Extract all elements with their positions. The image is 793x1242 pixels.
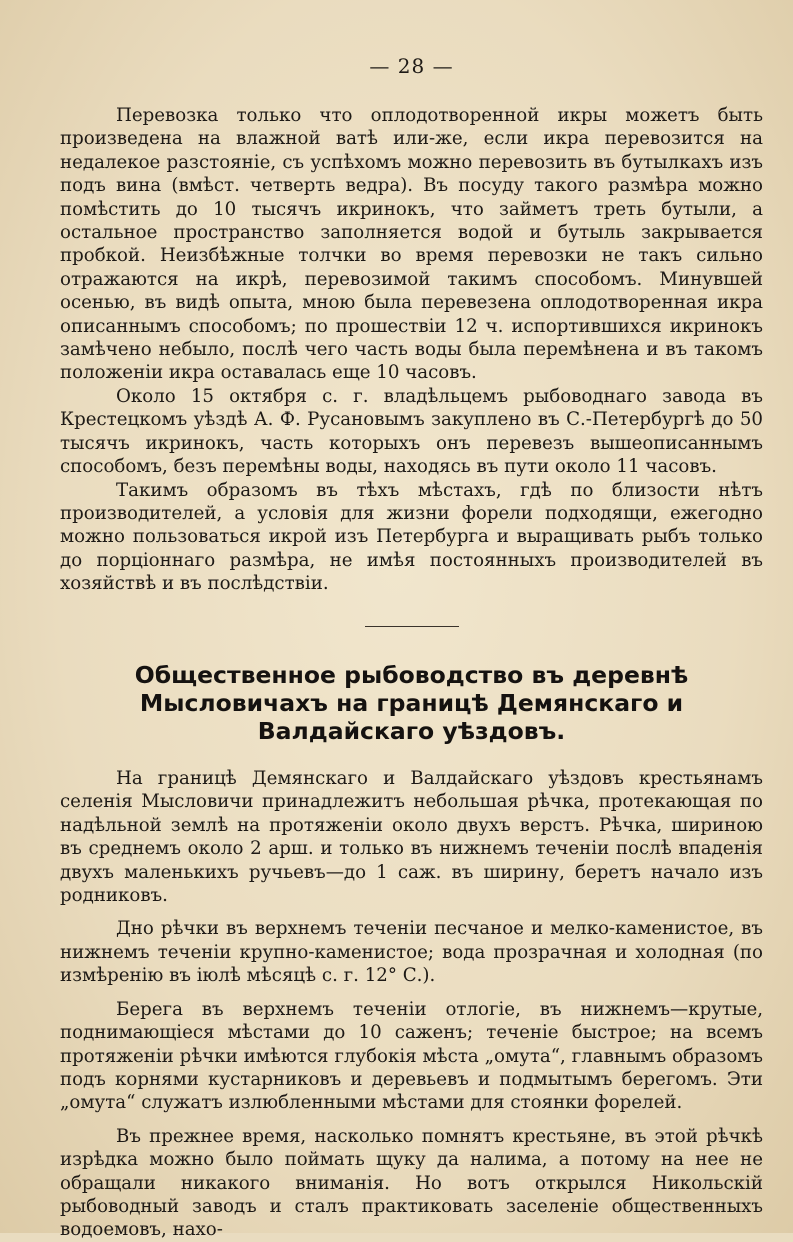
section-divider <box>365 626 459 628</box>
paragraph-rusanov-purchase: Около 15 октября с. г. владѣльцемъ рыбоводнаго завода въ Крестецкомъ уѣздѣ А. Ф. Русановымъ закуплено въ С.-Петербургѣ до 50 тысячъ икринокъ, часть которыхъ онъ перевезъ вышеописаннымъ способомъ, безъ перемѣны воды, находясь въ пути около 11 часовъ. <box>60 385 763 478</box>
paragraph-river-banks: Берега въ верхнемъ теченіи отлогіе, въ нижнемъ—крутые, поднимающіеся мѣстами до 10 саженъ; теченіе быстрое; на всемъ протяженіи рѣчки имѣются глубокія мѣста „омута“, главнымъ образомъ подъ корнями кустарниковъ и деревьевъ и подмытымъ берегомъ. Эти „омута“ служатъ излюбленными мѣстами для стоянки форелей. <box>60 998 763 1114</box>
paragraph-history: Въ прежнее время, насколько помнятъ крестьяне, въ этой рѣчкѣ изрѣдка можно было поймать щуку да налима, а потому на нее не обращали никакого вниманія. Но вотъ открылся Никольскій рыбоводный заводъ и сталъ практиковать заселеніе общественныхъ водоемовъ, нахо- <box>60 1125 763 1241</box>
section-myslovichi <box>60 661 763 1242</box>
paragraph-river-location: На границѣ Демянскаго и Валдайскаго уѣздовъ крестьянамъ селенія Мысловичи принадлежитъ небольшая рѣчка, протекающая по надѣльной землѣ на протяженіи около двухъ верстъ. Рѣчка, шириною въ среднемъ около 2 арш. и только въ нижнемъ теченіи послѣ впаденія двухъ маленькихъ ручьевъ—до 1 саж. въ ширину, беретъ начало изъ родниковъ. <box>60 768 763 907</box>
paragraph-transport-method: Перевозка только что оплодотворенной икры можетъ быть произведена на влажной ватѣ или-же, если икра перевозится на недалекое разстояніе, съ успѣхомъ можно перевозить въ бутылкахъ изъ подъ вина (вмѣст. четверть ведра). Въ посуду такого размѣра можно помѣстить до 10 тысячъ икринокъ, что займетъ треть бутыли, а остальное пространство заполняется водой и бутыль закрывается пробкой. Неизбѣжные толчки во время перевозки не такъ сильно отражаются на икрѣ, перевозимой такимъ способомъ. Минувшей осенью, въ видѣ опыта, мною была перевезена оплодотворенная икра описаннымъ способомъ; по прошествіи 12 ч. испортившихся икринокъ замѣчено небыло, послѣ чего часть воды была перемѣнена и въ такомъ положеніи икра оставалась еще 10 часовъ. <box>60 105 763 384</box>
section-heading: Общественное рыбоводство въ деревнѣ Мысловичахъ на границѣ Демянскаго и Валдайскаго уѣздовъ. <box>134 661 689 746</box>
paragraph-river-bottom: Дно рѣчки въ верхнемъ теченіи песчаное и мелко-каменистое, въ нижнемъ теченіи крупно-каменистое; вода прозрачная и холодная (по измѣренію въ іюлѣ мѣсяцѣ с. г. 12° С.). <box>60 918 763 987</box>
page-number: — 28 — <box>369 54 454 78</box>
paragraph-conclusion: Такимъ образомъ въ тѣхъ мѣстахъ, гдѣ по близости нѣтъ производителей, а условія для жизни форели подходящи, ежегодно можно пользоваться икрой изъ Петербурга и выращивать рыбъ только до порціоннаго размѣра, не имѣя постоянныхъ производителей въ хозяйствѣ и въ послѣдствіи. <box>60 479 763 595</box>
intro-text <box>60 104 763 596</box>
